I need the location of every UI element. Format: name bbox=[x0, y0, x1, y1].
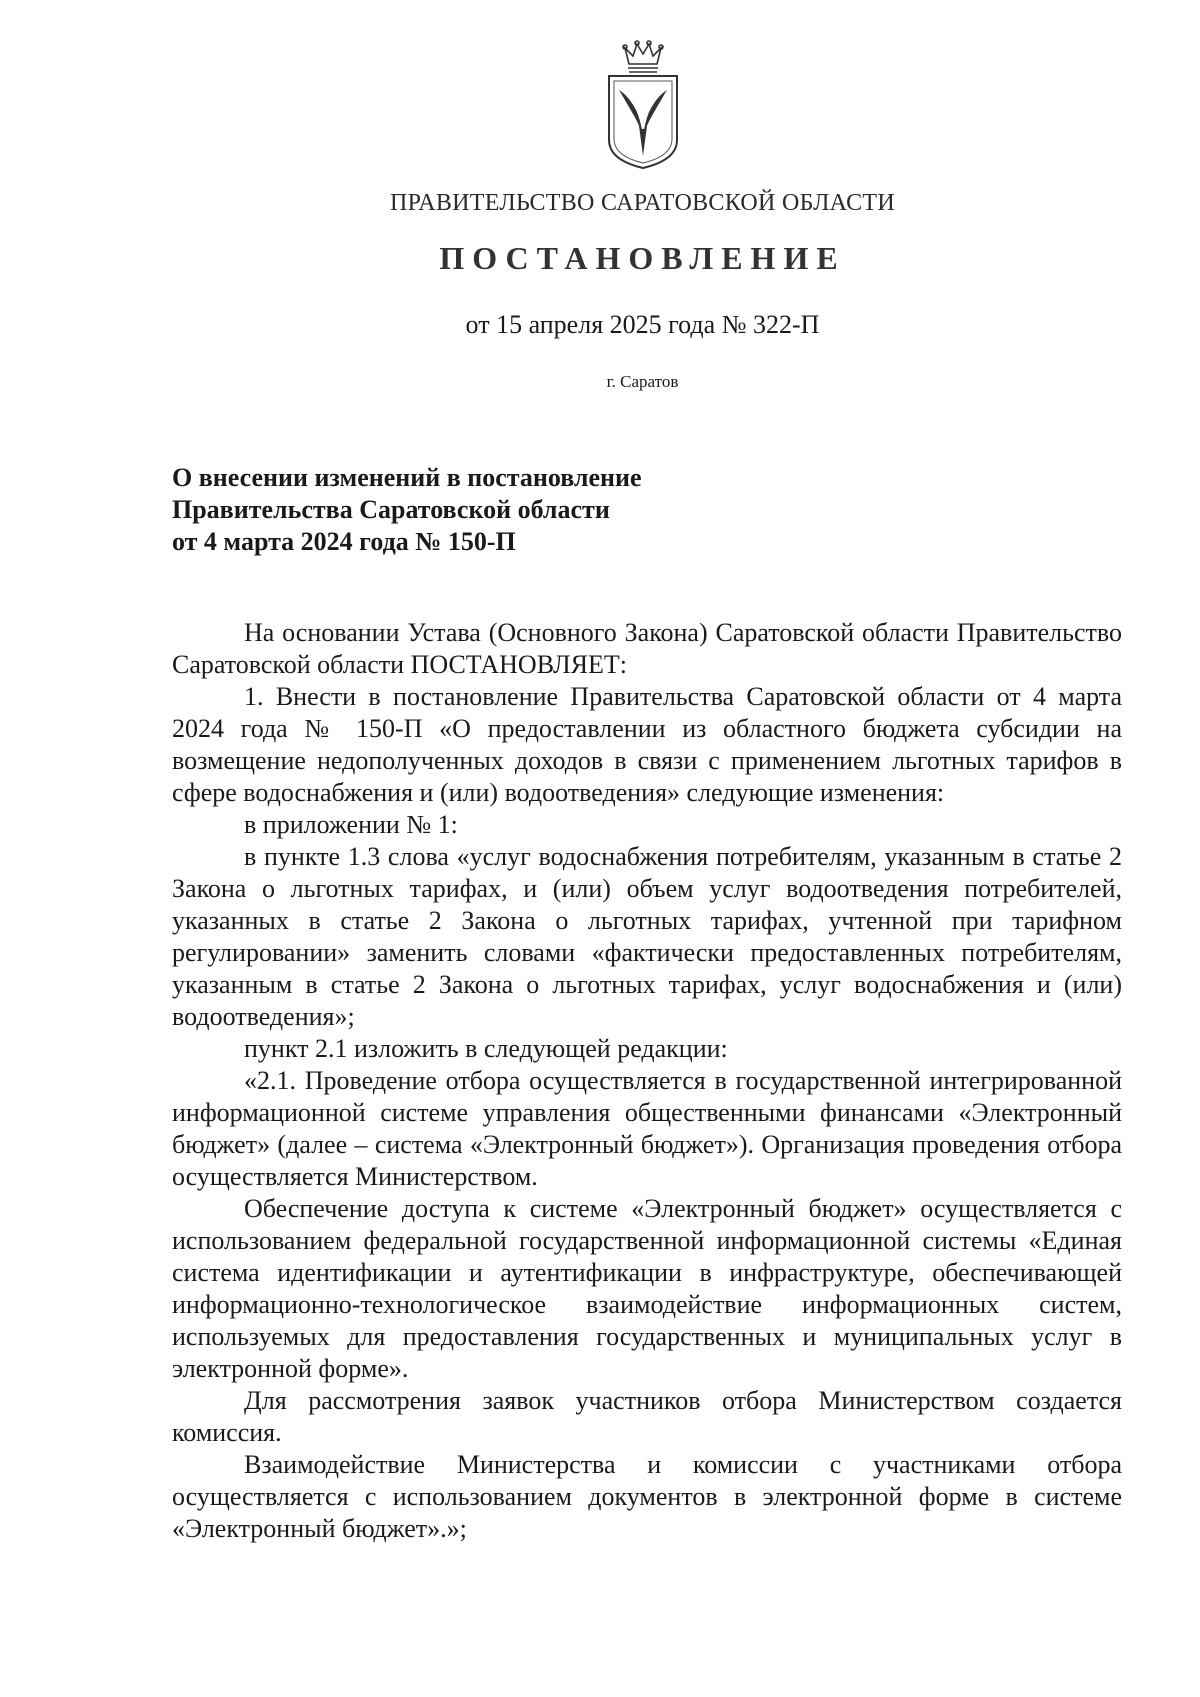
document-subject bbox=[172, 462, 642, 558]
organization-name: ПРАВИТЕЛЬСТВО САРАТОВСКОЙ ОБЛАСТИ bbox=[390, 190, 895, 216]
body-paragraph-access: Обеспечение доступа к системе «Электронный бюджет» осуществляется с использованием федеральной государственной информационной системы «Единая система идентификации и аутентификации в инфраструктуре, обеспечивающей информационно-технологическое взаимодействие информационных систем, используемых для предоставления государственных и муниципальных услуг в электронной форме». bbox=[172, 1194, 1122, 1383]
body-paragraph-clause-2-1: «2.1. Проведение отбора осуществляется в государственной интегрированной информационной системе управления общественными финансами «Электронный бюджет» (далее – система «Электронный бюджет»). Организация проведения отбора осуществляется Министерством. bbox=[172, 1066, 1122, 1191]
body-paragraph-interaction: Взаимодействие Министерства и комиссии с участниками отбора осуществляется с использованием документов в электронной форме в системе «Электронный бюджет».»; bbox=[172, 1450, 1122, 1543]
document-type-title: ПОСТАНОВЛЕНИЕ bbox=[439, 240, 846, 276]
body-paragraph-preamble: На основании Устава (Основного Закона) Саратовской области Правительство Саратовской области ПОСТАНОВЛЯЕТ: bbox=[172, 618, 1122, 679]
body-paragraph-item-1: 1. Внести в постановление Правительства Саратовской области от 4 марта 2024 года № 150-П «О предоставлении из областного бюджета субсидии на возмещение недополученных доходов в связи с применением льготных тарифов в сфере водоснабжения и (или) водоотведения» следующие изменения: bbox=[172, 682, 1122, 807]
saratov-coat-of-arms-icon bbox=[601, 40, 685, 170]
subject-line: от 4 марта 2024 года № 150-П bbox=[172, 527, 516, 556]
document-city: г. Саратов bbox=[606, 372, 679, 391]
body-paragraph-appendix: в приложении № 1: bbox=[244, 810, 458, 839]
subject-line: Правительства Саратовской области bbox=[172, 495, 610, 524]
document-body bbox=[172, 617, 1122, 1545]
subject-line: О внесении изменений в постановление bbox=[172, 463, 642, 492]
body-paragraph-clause-1-3: в пункте 1.3 слова «услуг водоснабжения потребителям, указанным в статье 2 Закона о льготных тарифах, и (или) объем услуг водоотведения потребителей, указанных в статье 2 Закона о льготных тарифах, учтенной при тарифном регулировании» заменить словами «фактически предоставленных потребителям, указанным в статье 2 Закона о льготных тарифах, услуг водоснабжения и (или) водоотведения»; bbox=[172, 842, 1122, 1031]
body-paragraph-commission: Для рассмотрения заявок участников отбора Министерством создается комиссия. bbox=[172, 1386, 1122, 1447]
document-date-number: от 15 апреля 2025 года № 322-П bbox=[465, 310, 820, 339]
body-paragraph-clause-2-1-intro: пункт 2.1 изложить в следующей редакции: bbox=[244, 1034, 728, 1063]
